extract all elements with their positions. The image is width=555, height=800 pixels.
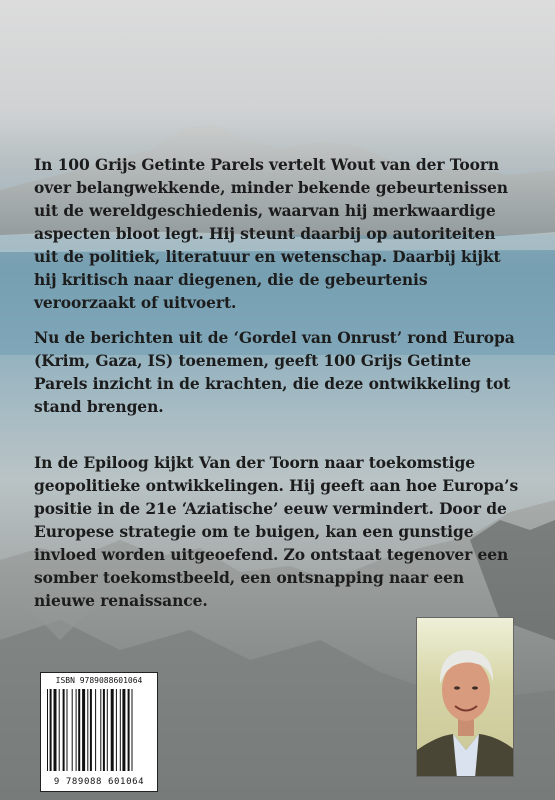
barcode-bar [120, 689, 121, 771]
isbn-barcode [40, 672, 158, 792]
author-portrait-image [417, 618, 514, 777]
barcode-bars [47, 689, 153, 771]
barcode-bar [59, 689, 60, 771]
barcode-bar [107, 689, 108, 771]
intro-paragraph: In 100 Grijs Getinte Parels vertelt Wout van der Toorn over belangwekkende, minder bekende gebeurtenissen uit de wereldgeschiedenis, waarvan hij merkwaardige aspecten bloot legt. Hij steunt daarbij op autoriteiten uit de politiek, literatuur en wetenschap. Daarbij kijkt hij kritisch naar diegenen, die de gebeurtenis veroorzaakt of uitvoert. [34, 155, 508, 312]
barcode-bar [67, 689, 68, 771]
barcode-bar [87, 689, 88, 771]
barcode-bar [122, 689, 125, 771]
barcode-bar [128, 689, 130, 771]
barcode-bar [100, 689, 101, 771]
barcode-bar [54, 689, 57, 771]
barcode-bar [50, 689, 52, 771]
barcode-bar [47, 689, 48, 771]
barcode-bar [103, 689, 105, 771]
barcode-bar [82, 689, 85, 771]
epilogue-paragraph: In de Epiloog kijkt Van der Toorn naar toekomstige geopolitieke ontwikkelingen. Hij geeft aan hoe Europa’s positie in de 21e ‘Aziatische’ eeuw vermindert. Door de Europese strategie om te buigen, kan een gunstige invloed worden uitgeoefend. Zo ontstaat tegenover een somber toekomstbeeld, een ontsnapping naar een nieuwe renaissance. [34, 453, 519, 610]
barcode-bar [63, 689, 65, 771]
barcode-bar [72, 689, 73, 771]
isbn-label: ISBN 9789088601064 [55, 676, 143, 685]
barcode-bar [90, 689, 92, 771]
barcode-bar [95, 689, 96, 771]
barcode-bar [78, 689, 80, 771]
barcode-bar [76, 689, 77, 771]
context-paragraph: Nu de berichten uit de ‘Gordel van Onrust’ rond Europa (Krim, Gaza, IS) toenemen, geeft 100 Grijs Getinte Parels inzicht in de krachten, die deze ontwikkeling tot stand brengen. [34, 328, 515, 416]
author-photo [416, 617, 514, 777]
ean-digits: 9 789088 601064 [53, 777, 145, 787]
barcode-bar [132, 689, 133, 771]
barcode-bar [116, 689, 117, 771]
barcode-bar [111, 689, 114, 771]
